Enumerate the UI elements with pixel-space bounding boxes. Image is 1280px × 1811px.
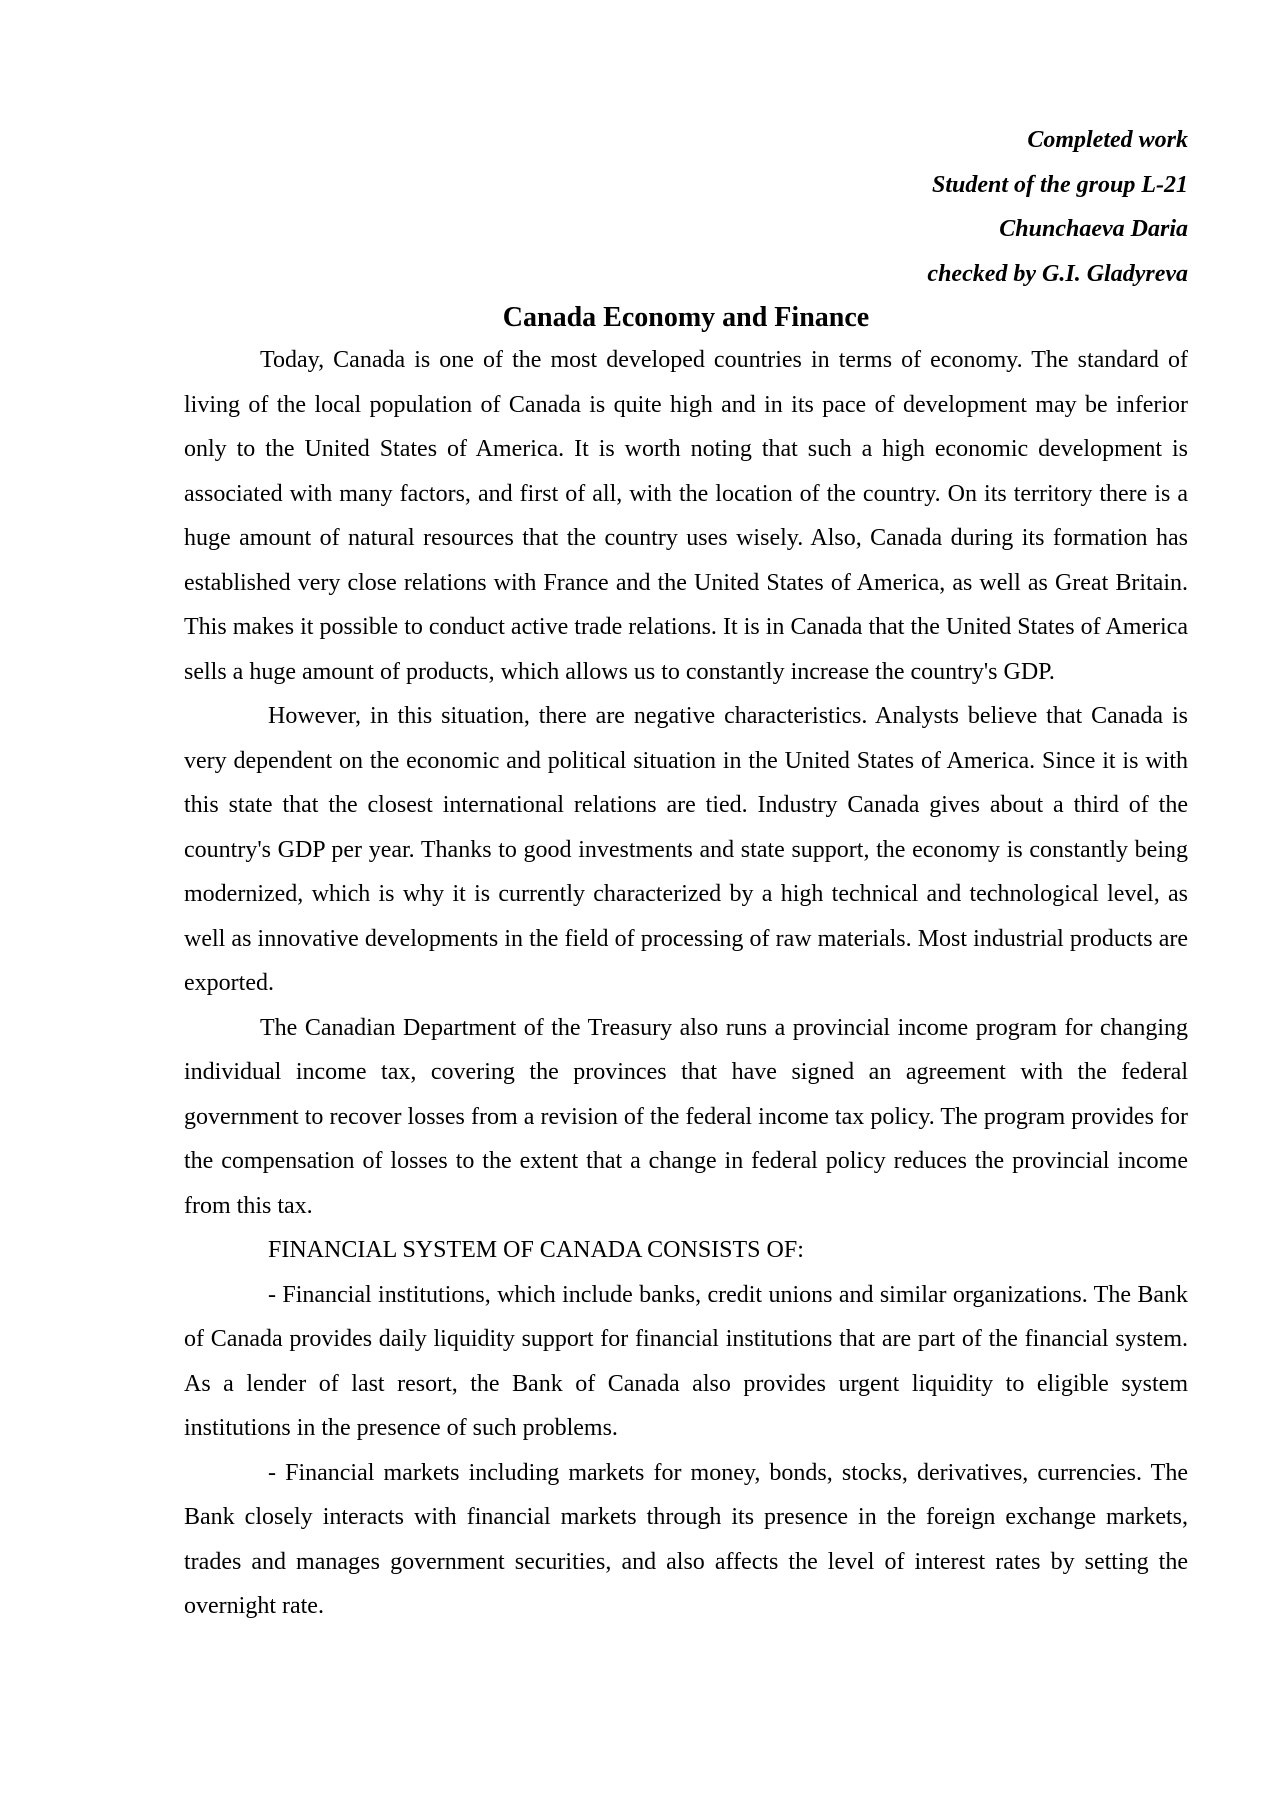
header-student-group: Student of the group L-21 (931, 171, 1188, 198)
document-title: Canada Economy and Finance (502, 302, 870, 333)
list-heading-financial-system: FINANCIAL SYSTEM OF CANADA CONSISTS OF: (268, 1237, 804, 1263)
header-student-name: Chunchaeva Daria (999, 216, 1188, 242)
document-page (184, 118, 1188, 1629)
list-item-financial-markets: - Financial markets including markets for money, bonds, stocks, derivatives, currencies. The Bank closely interacts with financial markets through its presence in the foreign exchange markets, trades and manages government securities, and also affects the level of interest rates by setting the overnight rate. (184, 1459, 1188, 1619)
paragraph-treasury-program: The Canadian Department of the Treasury also runs a provincial income program for changing individual income tax, covering the provinces that have signed an agreement with the federal government to recover losses from a revision of the federal income tax policy. The program provides for the compensation of losses to the extent that a change in federal policy reduces the provincial income from this tax. (184, 1014, 1188, 1219)
header-checked-by: checked by G.I. Gladyreva (927, 260, 1188, 287)
document-body (184, 338, 1188, 1629)
header-completed-work: Completed work (1027, 127, 1188, 153)
paragraph-intro: Today, Canada is one of the most developed countries in terms of economy. The standard of living of the local population of Canada is quite high and in its pace of development may be inferior only to the United States of America. It is worth noting that such a high economic development is associated with many factors, and first of all, with the location of the country. On its territory there is a huge amount of natural resources that the country uses wisely. Also, Canada during its formation has established very close relations with France and the United States of America, as well as Great Britain. This makes it possible to conduct active trade relations. It is in Canada that the United States of America sells a huge amount of products, which allows us to constantly increase the country's GDP. (184, 347, 1188, 685)
list-item-financial-institutions: - Financial institutions, which include banks, credit unions and similar organizations. The Bank of Canada provides daily liquidity support for financial institutions that are part of the financial system. As a lender of last resort, the Bank of Canada also provides urgent liquidity to eligible system institutions in the presence of such problems. (184, 1281, 1188, 1441)
paragraph-negative-characteristics: However, in this situation, there are negative characteristics. Analysts believe that Canada is very dependent on the economic and political situation in the United States of America. Since it is with this state that the closest international relations are tied. Industry Canada gives about a third of the country's GDP per year. Thanks to good investments and state support, the economy is constantly being modernized, which is why it is currently characterized by a high technical and technological level, as well as innovative developments in the field of processing of raw materials. Most industrial products are exported. (184, 703, 1188, 996)
author-header (184, 118, 1188, 296)
